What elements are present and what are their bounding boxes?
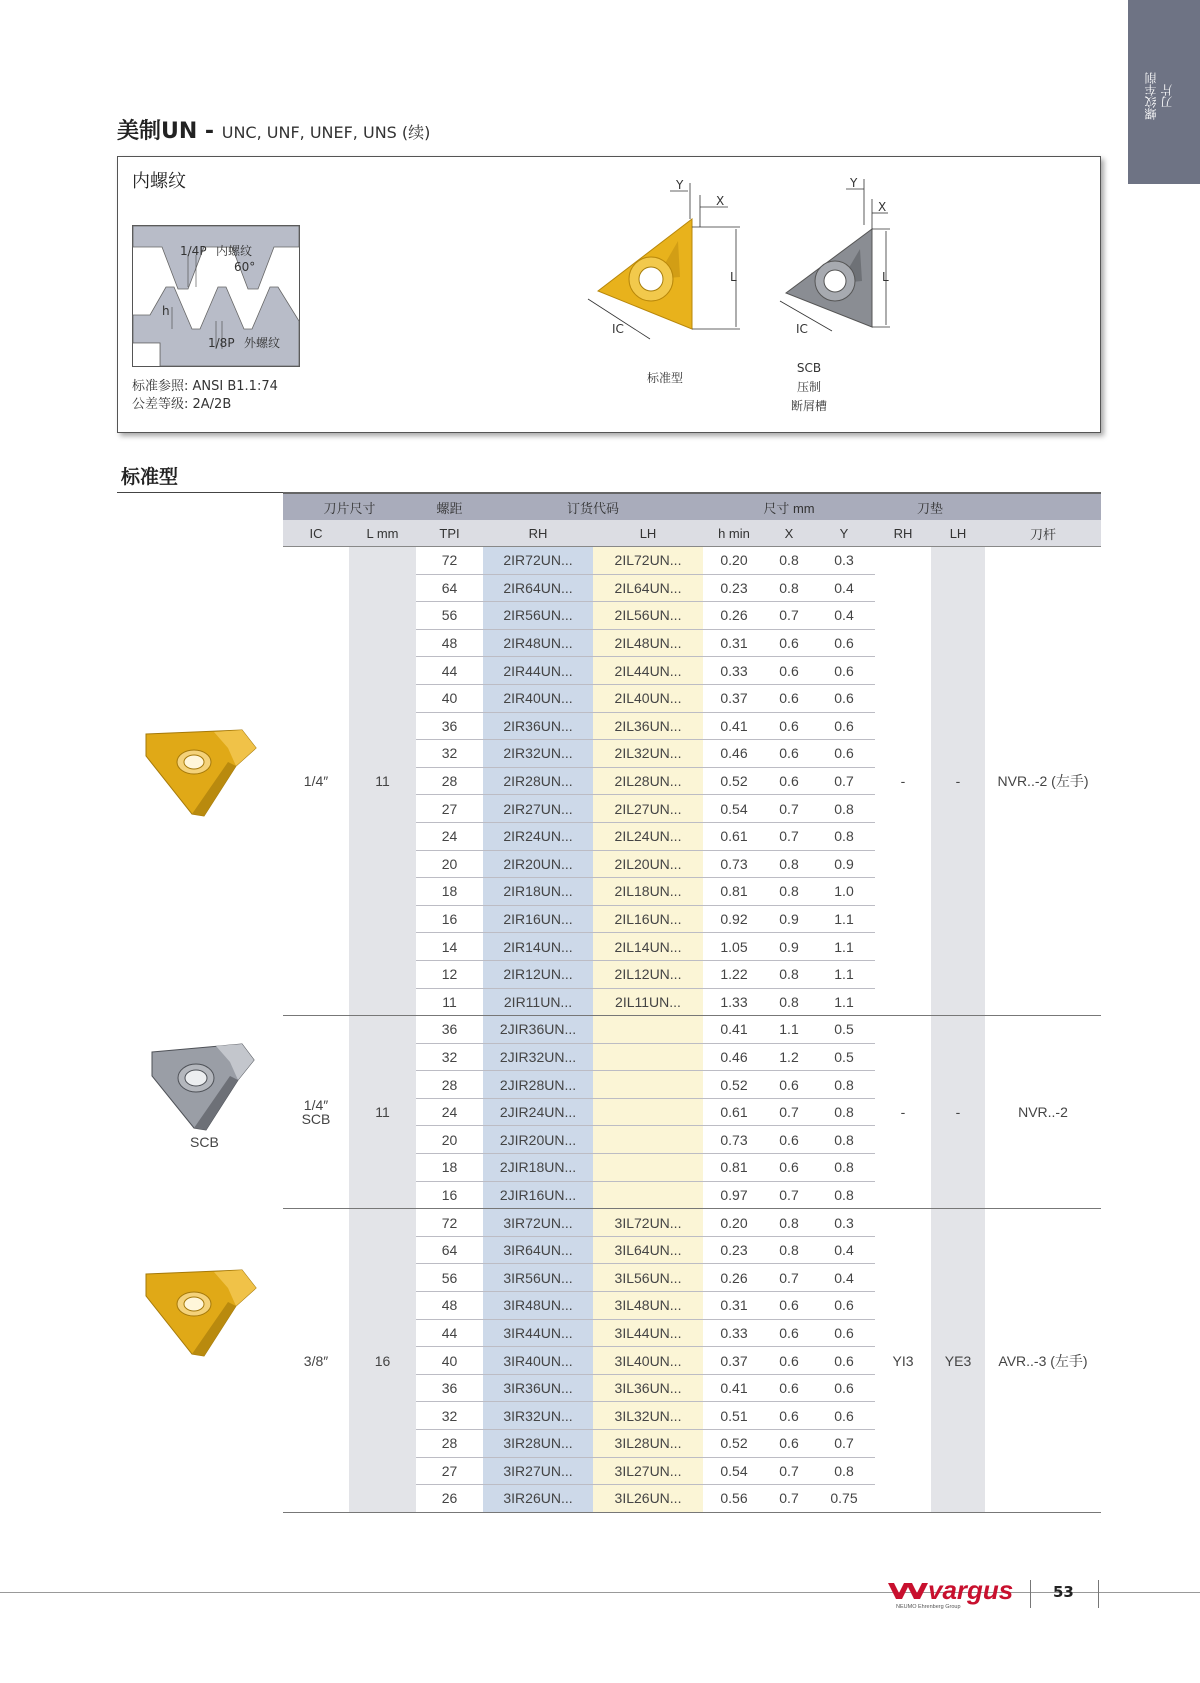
cell-y: 0.6 (813, 1319, 875, 1347)
cell-lh-code: 2IL44UN... (593, 657, 703, 685)
dim-x-scb: X (878, 200, 887, 214)
table-row (283, 1016, 1101, 1044)
cell-x: 1.1 (765, 1016, 813, 1044)
cell-tpi: 27 (416, 1457, 483, 1485)
cell-tpi: 72 (416, 1209, 483, 1237)
cell-shim-lh: - (931, 1016, 985, 1209)
cell-lh-code: 3IL36UN... (593, 1374, 703, 1402)
cell-tpi: 16 (416, 905, 483, 933)
cell-lh-code (593, 1016, 703, 1044)
gold-insert-image-2 (142, 1266, 260, 1362)
cell-y: 0.7 (813, 767, 875, 795)
insert-size-header: 刀片尺寸 (283, 493, 416, 520)
scb-caption-line-3: 断屑槽 (790, 399, 827, 413)
insert-dimension-diagram (558, 169, 998, 344)
cell-rh-code: 3IR40UN... (483, 1347, 593, 1375)
cell-tpi: 64 (416, 1236, 483, 1264)
cell-rh-code: 3IR28UN... (483, 1430, 593, 1458)
dim-x-standard: X (716, 194, 725, 208)
cell-hmin: 0.26 (703, 1264, 765, 1292)
cell-y: 0.8 (813, 1181, 875, 1209)
cell-tpi: 27 (416, 795, 483, 823)
cell-shim-lh: YE3 (931, 1209, 985, 1513)
eighth-p-label: 1/8P (208, 336, 235, 350)
cell-x: 0.7 (765, 1485, 813, 1513)
table-row (283, 1209, 1101, 1237)
cell-y: 0.6 (813, 684, 875, 712)
cell-tpi: 32 (416, 1043, 483, 1071)
cell-rh-code: 2IR11UN... (483, 988, 593, 1016)
cell-lh-code: 2IL72UN... (593, 547, 703, 575)
col-y: Y (813, 520, 875, 547)
cell-y: 1.0 (813, 878, 875, 906)
cell-rh-code: 3IR36UN... (483, 1374, 593, 1402)
cell-lh-code (593, 1126, 703, 1154)
cell-x: 0.8 (765, 1209, 813, 1237)
cell-rh-code: 3IR56UN... (483, 1264, 593, 1292)
cell-tpi: 28 (416, 767, 483, 795)
standard-insert-drawing (598, 219, 692, 329)
vargus-logo (888, 1577, 1028, 1611)
scb-insert-caption (764, 359, 854, 416)
cell-lh-code: 2IL12UN... (593, 960, 703, 988)
cell-hmin: 0.92 (703, 905, 765, 933)
cell-y: 0.4 (813, 1236, 875, 1264)
external-label: 外螺纹 (244, 336, 281, 350)
cell-hmin: 0.26 (703, 602, 765, 630)
cell-hmin: 0.73 (703, 1126, 765, 1154)
standard-insert-caption: 标准型 (646, 371, 683, 385)
cell-y: 0.8 (813, 822, 875, 850)
cell-lh-code: 2IL28UN... (593, 767, 703, 795)
cell-rh-code: 3IR27UN... (483, 1457, 593, 1485)
cell-x: 0.8 (765, 1236, 813, 1264)
cell-x: 0.6 (765, 1347, 813, 1375)
cell-tpi: 56 (416, 602, 483, 630)
cell-rh-code: 2IR18UN... (483, 878, 593, 906)
cell-x: 0.7 (765, 1457, 813, 1485)
cell-shim-rh: YI3 (875, 1209, 931, 1513)
cell-x: 0.6 (765, 1126, 813, 1154)
scb-image-label: SCB (190, 1134, 219, 1150)
ic-value: 3/8″ (303, 1352, 329, 1369)
gold-insert-image-1 (142, 726, 260, 822)
cell-y: 0.3 (813, 547, 875, 575)
tolerance-class: 公差等级: 2A/2B (132, 397, 232, 412)
cell-holder: NVR..-2 (985, 1016, 1101, 1209)
internal-label: 内螺纹 (216, 244, 253, 258)
cell-tpi: 48 (416, 1292, 483, 1320)
cell-x: 0.6 (765, 767, 813, 795)
cell-lh-code: 2IL27UN... (593, 795, 703, 823)
cell-x: 0.6 (765, 1402, 813, 1430)
dim-ic-scb: IC (796, 322, 808, 336)
cell-y: 0.9 (813, 850, 875, 878)
cell-rh-code: 2JIR16UN... (483, 1181, 593, 1209)
side-tab-line-2: 刀片 (1160, 84, 1174, 108)
cell-tpi: 64 (416, 574, 483, 602)
cell-rh-code: 2JIR18UN... (483, 1154, 593, 1182)
cell-lh-code: 2IL40UN... (593, 684, 703, 712)
thread-diagram-box (117, 156, 1101, 433)
cell-x: 0.6 (765, 1319, 813, 1347)
cell-y: 0.8 (813, 1071, 875, 1099)
cell-x: 1.2 (765, 1043, 813, 1071)
col-holder: 刀杆 (985, 520, 1101, 547)
cell-hmin: 0.31 (703, 629, 765, 657)
cell-lh-code: 3IL72UN... (593, 1209, 703, 1237)
cell-x: 0.6 (765, 1071, 813, 1099)
cell-rh-code: 2JIR28UN... (483, 1071, 593, 1099)
cell-tpi: 18 (416, 878, 483, 906)
col-hmin: h min (703, 520, 765, 547)
ic-value: 1/4″ (303, 1097, 329, 1114)
cell-rh-code: 2IR56UN... (483, 602, 593, 630)
col-shim-lh: LH (931, 520, 985, 547)
cell-lh-code (593, 1181, 703, 1209)
scb-insert-image (146, 1040, 258, 1136)
spec-table-body (283, 547, 1101, 1513)
cell-lh-code: 2IL18UN... (593, 878, 703, 906)
cell-tpi: 40 (416, 684, 483, 712)
cell-rh-code: 3IR72UN... (483, 1209, 593, 1237)
cell-rh-code: 2IR36UN... (483, 712, 593, 740)
section-title: 标准型 (121, 466, 179, 488)
cell-tpi: 11 (416, 988, 483, 1016)
cell-tpi: 48 (416, 629, 483, 657)
cell-tpi: 12 (416, 960, 483, 988)
cell-tpi: 36 (416, 1374, 483, 1402)
cell-hmin: 0.54 (703, 1457, 765, 1485)
cell-lh-code: 2IL20UN... (593, 850, 703, 878)
cell-hmin: 1.05 (703, 933, 765, 961)
cell-tpi: 44 (416, 1319, 483, 1347)
cell-rh-code: 2IR48UN... (483, 629, 593, 657)
footer-separator-1 (1030, 1580, 1031, 1608)
cell-hmin: 0.41 (703, 1016, 765, 1044)
cell-x: 0.6 (765, 1374, 813, 1402)
cell-hmin: 1.22 (703, 960, 765, 988)
cell-hmin: 0.73 (703, 850, 765, 878)
cell-rh-code: 2IR20UN... (483, 850, 593, 878)
column-header-row (283, 520, 1101, 547)
cell-rh-code: 2IR28UN... (483, 767, 593, 795)
cell-y: 0.6 (813, 1402, 875, 1430)
cell-y: 1.1 (813, 933, 875, 961)
footer-separator-2 (1098, 1580, 1099, 1608)
dim-ic-standard: IC (612, 322, 624, 336)
cell-hmin: 0.33 (703, 1319, 765, 1347)
cell-holder: AVR..-3 (左手) (985, 1209, 1101, 1513)
cell-y: 0.6 (813, 629, 875, 657)
cell-y: 1.1 (813, 905, 875, 933)
cell-lh-code: 2IL11UN... (593, 988, 703, 1016)
cell-tpi: 16 (416, 1181, 483, 1209)
cell-x: 0.6 (765, 1292, 813, 1320)
cell-y: 0.8 (813, 1457, 875, 1485)
cell-lh-code (593, 1154, 703, 1182)
cell-x: 0.9 (765, 905, 813, 933)
standard-info (132, 378, 278, 414)
diagram-title: 内螺纹 (132, 171, 186, 192)
cell-x: 0.7 (765, 1181, 813, 1209)
page-title-main: 美制UN - (117, 119, 222, 144)
ic-variant: SCB (301, 1111, 331, 1128)
cell-rh-code: 3IR26UN... (483, 1485, 593, 1513)
cell-y: 0.4 (813, 602, 875, 630)
cell-hmin: 0.54 (703, 795, 765, 823)
cell-rh-code: 2IR16UN... (483, 905, 593, 933)
cell-y: 0.8 (813, 795, 875, 823)
cell-y: 0.6 (813, 657, 875, 685)
cell-rh-code: 3IR44UN... (483, 1319, 593, 1347)
quarter-p-label: 1/4P (180, 244, 207, 258)
cell-lh-code: 2IL14UN... (593, 933, 703, 961)
cell-ic (283, 1016, 349, 1209)
cell-lh-code: 2IL32UN... (593, 740, 703, 768)
cell-rh-code: 2IR14UN... (483, 933, 593, 961)
cell-l: 11 (349, 547, 416, 1016)
cell-ic (283, 547, 349, 1016)
section-underline (117, 492, 285, 493)
cell-hmin: 0.51 (703, 1402, 765, 1430)
holder-group-header (985, 493, 1101, 520)
cell-hmin: 0.33 (703, 657, 765, 685)
cell-y: 0.6 (813, 1347, 875, 1375)
cell-tpi: 24 (416, 1098, 483, 1126)
cell-hmin: 0.23 (703, 574, 765, 602)
cell-tpi: 28 (416, 1430, 483, 1458)
cell-rh-code: 2JIR32UN... (483, 1043, 593, 1071)
cell-hmin: 0.41 (703, 712, 765, 740)
cell-tpi: 44 (416, 657, 483, 685)
thread-profile-diagram (132, 225, 300, 367)
dimensions-header: 尺寸 mm (703, 493, 875, 520)
cell-lh-code: 3IL48UN... (593, 1292, 703, 1320)
cell-x: 0.6 (765, 684, 813, 712)
cell-lh-code: 3IL40UN... (593, 1347, 703, 1375)
cell-lh-code (593, 1071, 703, 1099)
cell-y: 0.3 (813, 1209, 875, 1237)
col-l: L mm (349, 520, 416, 547)
cell-rh-code: 3IR64UN... (483, 1236, 593, 1264)
pitch-header: 螺距 (416, 493, 483, 520)
cell-rh-code: 2JIR36UN... (483, 1016, 593, 1044)
cell-tpi: 28 (416, 1071, 483, 1099)
col-x: X (765, 520, 813, 547)
cell-lh-code: 3IL27UN... (593, 1457, 703, 1485)
cell-hmin: 0.20 (703, 547, 765, 575)
h-label: h (162, 304, 170, 318)
cell-tpi: 40 (416, 1347, 483, 1375)
cell-lh-code: 3IL64UN... (593, 1236, 703, 1264)
table-row (283, 547, 1101, 575)
cell-x: 0.8 (765, 850, 813, 878)
section-side-tab (1128, 0, 1200, 184)
col-lh: LH (593, 520, 703, 547)
cell-hmin: 0.97 (703, 1181, 765, 1209)
cell-x: 0.6 (765, 712, 813, 740)
brand-name: vargus (928, 1577, 1014, 1605)
col-shim-rh: RH (875, 520, 931, 547)
cell-tpi: 36 (416, 712, 483, 740)
page-number: 53 (1053, 1583, 1074, 1601)
cell-shim-rh: - (875, 547, 931, 1016)
cell-x: 0.6 (765, 657, 813, 685)
cell-rh-code: 2IR12UN... (483, 960, 593, 988)
cell-hmin: 0.56 (703, 1485, 765, 1513)
cell-x: 0.7 (765, 795, 813, 823)
cell-y: 0.6 (813, 1374, 875, 1402)
cell-tpi: 36 (416, 1016, 483, 1044)
cell-hmin: 0.61 (703, 822, 765, 850)
cell-y: 0.6 (813, 712, 875, 740)
cell-rh-code: 2IR44UN... (483, 657, 593, 685)
cell-hmin: 0.20 (703, 1209, 765, 1237)
cell-lh-code: 2IL24UN... (593, 822, 703, 850)
scb-caption-line-2: 压制 (796, 380, 821, 394)
insert-spec-table (283, 492, 1101, 1513)
cell-y: 0.8 (813, 1126, 875, 1154)
page-title (117, 114, 430, 145)
cell-holder: NVR..-2 (左手) (985, 547, 1101, 1016)
cell-x: 0.9 (765, 933, 813, 961)
col-ic: IC (283, 520, 349, 547)
cell-lh-code: 2IL48UN... (593, 629, 703, 657)
cell-rh-code: 2IR32UN... (483, 740, 593, 768)
cell-rh-code: 2IR24UN... (483, 822, 593, 850)
cell-hmin: 0.52 (703, 1071, 765, 1099)
cell-x: 0.7 (765, 602, 813, 630)
cell-lh-code: 2IL36UN... (593, 712, 703, 740)
cell-hmin: 0.23 (703, 1236, 765, 1264)
cell-shim-rh: - (875, 1016, 931, 1209)
cell-rh-code: 2JIR24UN... (483, 1098, 593, 1126)
cell-y: 0.6 (813, 1292, 875, 1320)
cell-y: 0.4 (813, 574, 875, 602)
cell-tpi: 56 (416, 1264, 483, 1292)
cell-y: 0.4 (813, 1264, 875, 1292)
cell-x: 0.6 (765, 629, 813, 657)
standard-reference: 标准参照: ANSI B1.1:74 (132, 379, 278, 394)
cell-hmin: 0.61 (703, 1098, 765, 1126)
col-rh: RH (483, 520, 593, 547)
page-title-subtitle: UNC, UNF, UNEF, UNS (续) (221, 123, 431, 142)
cell-x: 0.7 (765, 822, 813, 850)
cell-ic (283, 1209, 349, 1513)
cell-lh-code: 3IL56UN... (593, 1264, 703, 1292)
cell-y: 0.8 (813, 1098, 875, 1126)
cell-rh-code: 2IR40UN... (483, 684, 593, 712)
cell-y: 0.8 (813, 1154, 875, 1182)
cell-rh-code: 3IR48UN... (483, 1292, 593, 1320)
cell-rh-code: 3IR32UN... (483, 1402, 593, 1430)
cell-y: 0.5 (813, 1016, 875, 1044)
cell-y: 0.5 (813, 1043, 875, 1071)
cell-hmin: 0.81 (703, 878, 765, 906)
cell-hmin: 1.33 (703, 988, 765, 1016)
cell-x: 0.7 (765, 1264, 813, 1292)
cell-lh-code: 3IL44UN... (593, 1319, 703, 1347)
cell-x: 0.6 (765, 740, 813, 768)
cell-hmin: 0.37 (703, 1347, 765, 1375)
cell-hmin: 0.81 (703, 1154, 765, 1182)
cell-hmin: 0.37 (703, 684, 765, 712)
dim-y-standard: Y (676, 178, 684, 192)
cell-hmin: 0.52 (703, 1430, 765, 1458)
angle-label: 60° (234, 260, 256, 274)
cell-lh-code: 3IL32UN... (593, 1402, 703, 1430)
shim-header: 刀垫 (875, 493, 985, 520)
cell-x: 0.8 (765, 988, 813, 1016)
cell-hmin: 0.46 (703, 740, 765, 768)
cell-lh-code: 2IL56UN... (593, 602, 703, 630)
dim-y-scb: Y (850, 176, 858, 190)
dim-l-scb: L (882, 270, 889, 284)
cell-tpi: 72 (416, 547, 483, 575)
cell-lh-code: 3IL28UN... (593, 1430, 703, 1458)
brand-subtitle: NEUMO Ehrenberg Group (896, 1604, 961, 1610)
cell-l: 11 (349, 1016, 416, 1209)
cell-shim-lh: - (931, 547, 985, 1016)
order-code-header: 订货代码 (483, 493, 703, 520)
cell-rh-code: 2IR27UN... (483, 795, 593, 823)
cell-hmin: 0.46 (703, 1043, 765, 1071)
group-header-row (283, 493, 1101, 520)
cell-x: 0.6 (765, 1430, 813, 1458)
cell-hmin: 0.52 (703, 767, 765, 795)
scb-caption-line-1: SCB (796, 361, 822, 375)
cell-rh-code: 2IR72UN... (483, 547, 593, 575)
cell-rh-code: 2IR64UN... (483, 574, 593, 602)
cell-tpi: 32 (416, 740, 483, 768)
cell-lh-code: 3IL26UN... (593, 1485, 703, 1513)
dim-l-standard: L (730, 270, 737, 284)
ic-value: 1/4″ (303, 773, 329, 790)
cell-lh-code (593, 1098, 703, 1126)
cell-x: 0.8 (765, 878, 813, 906)
cell-x: 0.6 (765, 1154, 813, 1182)
cell-tpi: 32 (416, 1402, 483, 1430)
cell-lh-code: 2IL16UN... (593, 905, 703, 933)
cell-lh-code (593, 1043, 703, 1071)
cell-x: 0.7 (765, 1098, 813, 1126)
cell-l: 16 (349, 1209, 416, 1513)
col-tpi: TPI (416, 520, 483, 547)
cell-tpi: 18 (416, 1154, 483, 1182)
cell-x: 0.8 (765, 960, 813, 988)
cell-x: 0.8 (765, 574, 813, 602)
cell-tpi: 24 (416, 822, 483, 850)
cell-hmin: 0.31 (703, 1292, 765, 1320)
cell-hmin: 0.41 (703, 1374, 765, 1402)
cell-y: 1.1 (813, 988, 875, 1016)
cell-tpi: 14 (416, 933, 483, 961)
cell-y: 0.7 (813, 1430, 875, 1458)
cell-tpi: 20 (416, 850, 483, 878)
cell-y: 1.1 (813, 960, 875, 988)
cell-y: 0.75 (813, 1485, 875, 1513)
cell-lh-code: 2IL64UN... (593, 574, 703, 602)
cell-y: 0.6 (813, 740, 875, 768)
cell-x: 0.8 (765, 547, 813, 575)
cell-tpi: 20 (416, 1126, 483, 1154)
cell-tpi: 26 (416, 1485, 483, 1513)
side-tab-line-1: 螺纹车削 (1144, 72, 1158, 120)
cell-rh-code: 2JIR20UN... (483, 1126, 593, 1154)
